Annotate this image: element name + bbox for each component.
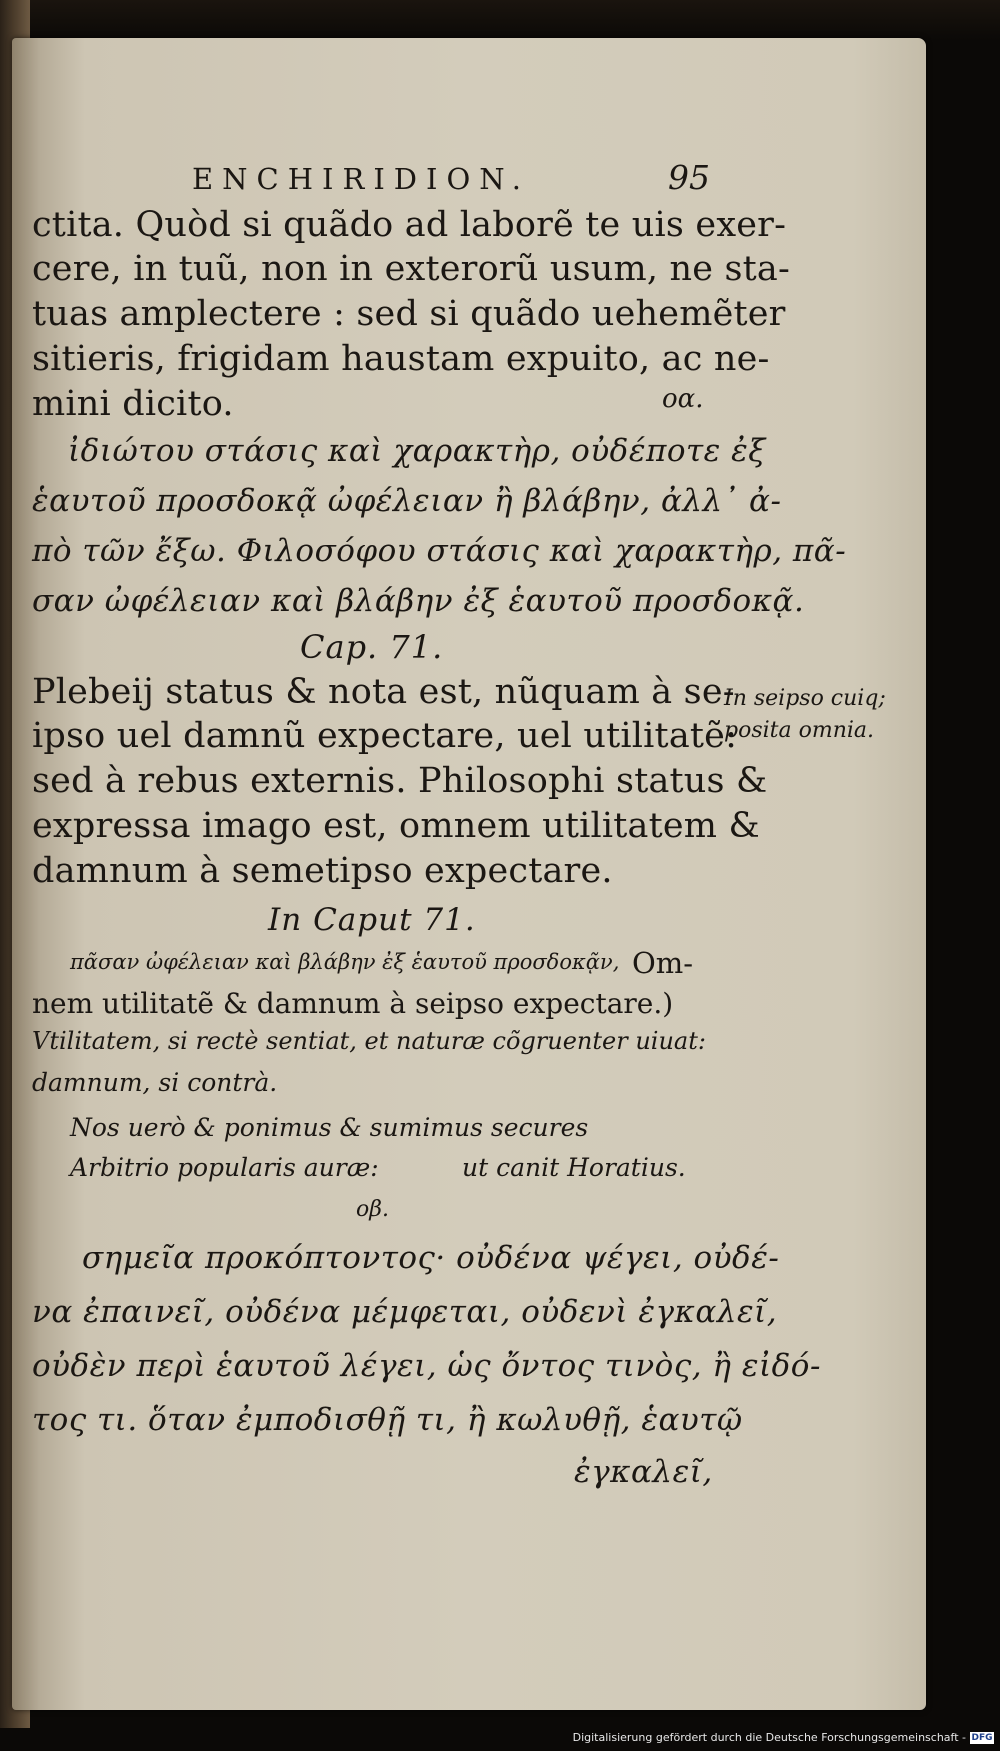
text-line: ipso uel damnũ expectare, uel utilitatẽ: — [32, 716, 738, 756]
greek-text-line: ἑαυτοῦ προσδοκᾷ ὠφέλειαν ἢ βλάβην, ἀλλ᾽ ἀ- — [32, 483, 782, 519]
greek-text-line: οὐδὲν περὶ ἑαυτοῦ λέγει, ὡς ὄντος τινὸς, ἢ εἰδό- — [32, 1348, 821, 1384]
commentary-line: Vtilitatem, si rectè sentiat, et naturæ cõgruenter uiuat: — [32, 1027, 706, 1055]
verse-line: Nos uerò & ponimus & sumimus secures — [70, 1113, 589, 1142]
marginal-note: posita omnia. — [724, 718, 875, 743]
scan-background-top — [0, 0, 1000, 40]
greek-quote: πᾶσαν ὠφέλειαν καὶ βλάβην ἐξ ἑαυτοῦ προσδοκᾷν, — [70, 950, 620, 974]
greek-text-line: να ἐπαινεῖ, οὐδένα μέμφεται, οὐδενὶ ἐγκαλεῖ, — [32, 1294, 778, 1330]
page-number: 95 — [668, 158, 710, 197]
section-marker: οβ. — [356, 1197, 389, 1222]
text-line: Plebeij status & nota est, nũquam à se- — [32, 672, 735, 712]
dfg-logo: DFG — [971, 1733, 993, 1743]
commentary-line: damnum, si contrà. — [32, 1068, 278, 1097]
text-line: tuas amplectere : sed si quãdo uehemẽter — [32, 294, 786, 334]
chapter-heading: Cap. 71. — [300, 628, 444, 666]
verse-line: Arbitrio popularis auræ: — [70, 1153, 379, 1182]
text-line: damnum à semetipso expectare. — [32, 851, 613, 891]
commentary-heading: In Caput 71. — [268, 902, 476, 938]
catchword: ἐγκαλεῖ, — [574, 1454, 713, 1490]
text-line: expressa imago est, omnem utilitatem & — [32, 806, 760, 846]
greek-text-line: πὸ τῶν ἔξω. Φιλοσόφου στάσις καὶ χαρακτὴρ, πᾶ- — [32, 533, 847, 569]
funding-credit: Digitalisierung gefördert durch die Deutsche Forschungsgemeinschaft - — [572, 1731, 966, 1744]
commentary-line: Om- — [632, 946, 694, 980]
marginal-note: In seipso cuiq; — [724, 686, 886, 711]
greek-text-line: σαν ὠφέλειαν καὶ βλάβην ἐξ ἑαυτοῦ προσδοκᾷ. — [32, 583, 805, 619]
greek-text-line: ἰδιώτου στάσις καὶ χαρακτὴρ, οὐδέποτε ἐξ — [68, 433, 766, 469]
greek-text-line: τος τι. ὅταν ἐμποδισθῇ τι, ἢ κωλυθῇ, ἑαυτῷ — [32, 1402, 743, 1438]
text-line: mini dicito. — [32, 384, 234, 424]
text-line: sitieris, frigidam haustam expuito, ac ne- — [32, 339, 770, 379]
verse-attribution: ut canit Horatius. — [462, 1153, 686, 1182]
running-title: ENCHIRIDION. — [192, 162, 530, 196]
text-line: sed à rebus externis. Philosophi status & — [32, 761, 768, 801]
commentary-line: nem utilitatẽ & damnum à seipso expectare.) — [32, 987, 674, 1020]
section-marker: οα. — [662, 384, 704, 414]
greek-text-line: σημεῖα προκόπτοντος· οὐδένα ψέγει, οὐδέ- — [82, 1240, 780, 1276]
text-line: ctita. Quòd si quãdo ad laborẽ te uis exer- — [32, 205, 787, 245]
text-line: cere, in tuũ, non in exterorũ usum, ne sta- — [32, 249, 791, 289]
